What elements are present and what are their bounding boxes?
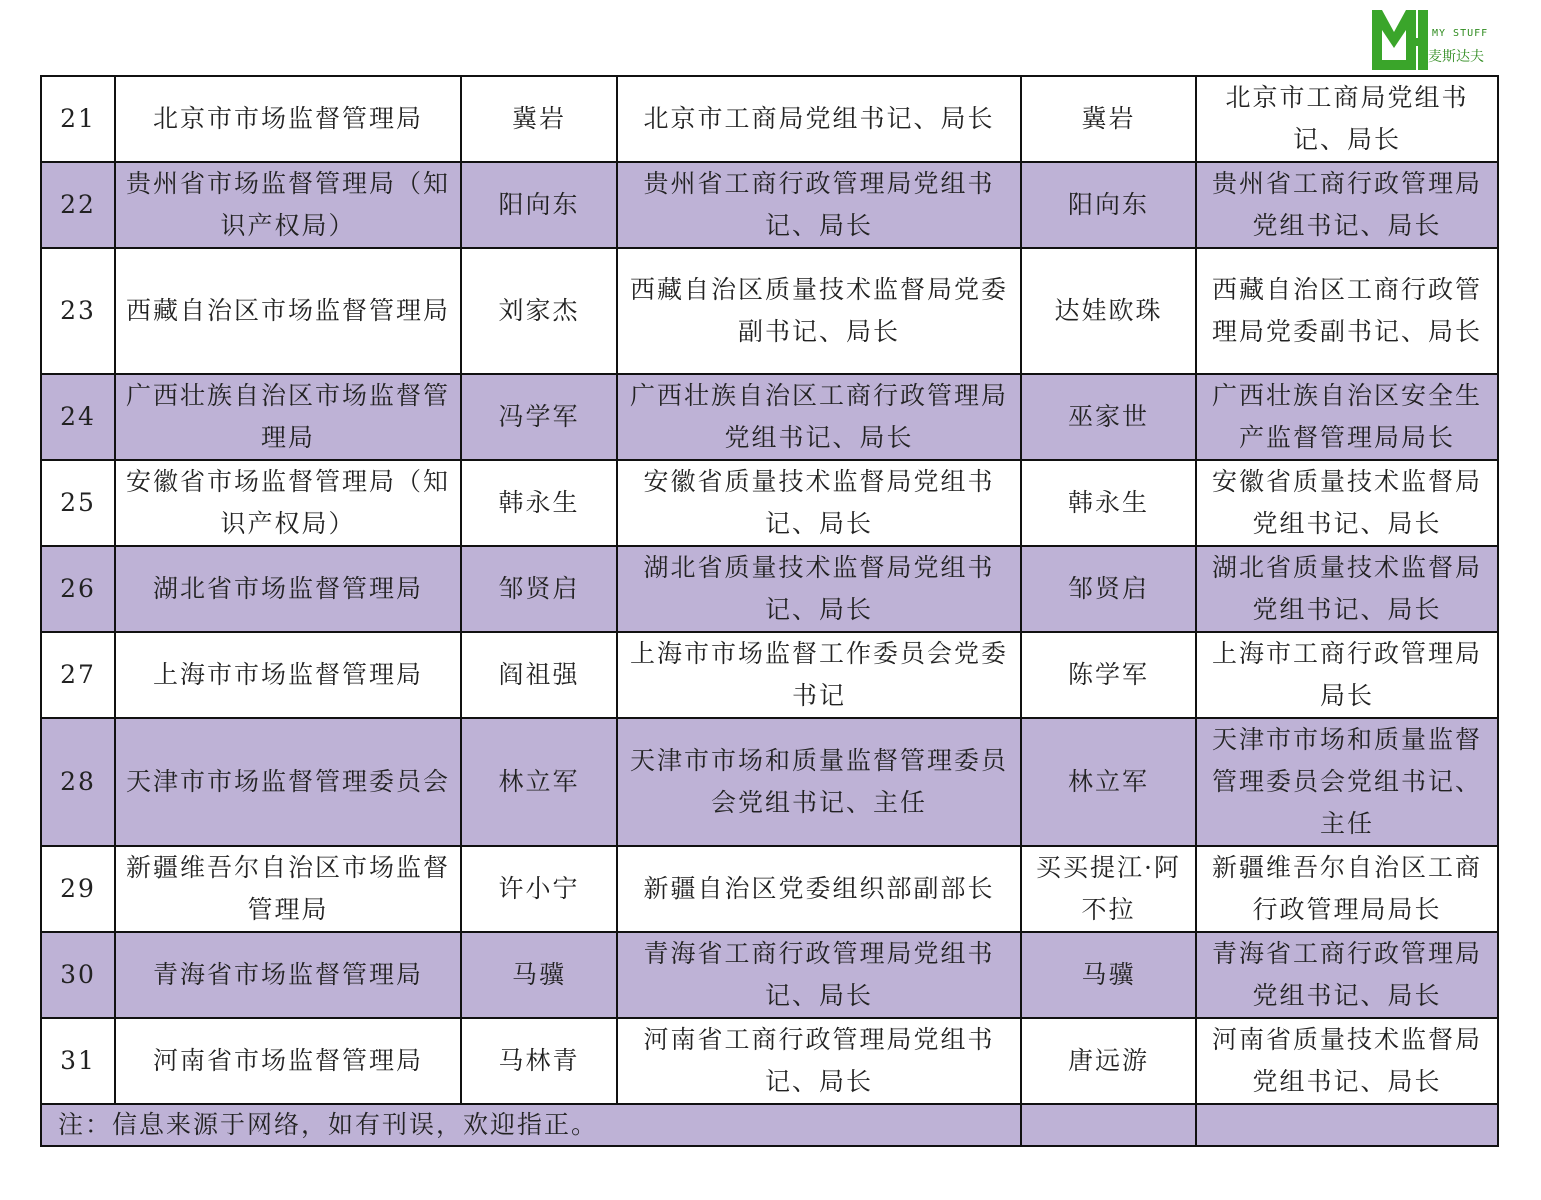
new-head-prev-title: 北京市工商局党组书记、局长 xyxy=(617,76,1021,162)
row-number: 23 xyxy=(41,248,115,374)
new-head-prev-title: 天津市市场和质量监督管理委员会党组书记、主任 xyxy=(617,718,1021,846)
former-head: 巫家世 xyxy=(1021,374,1196,460)
row-number: 28 xyxy=(41,718,115,846)
former-head-title: 西藏自治区工商行政管理局党委副书记、局长 xyxy=(1196,248,1498,374)
former-head-title: 上海市工商行政管理局局长 xyxy=(1196,632,1498,718)
former-head: 冀岩 xyxy=(1021,76,1196,162)
former-head-title: 湖北省质量技术监督局党组书记、局长 xyxy=(1196,546,1498,632)
new-agency: 河南省市场监督管理局 xyxy=(115,1018,461,1104)
new-agency: 广西壮族自治区市场监督管理局 xyxy=(115,374,461,460)
source-note: 注：信息来源于网络，如有刊误，欢迎指正。 xyxy=(41,1104,1021,1146)
new-head: 阎祖强 xyxy=(461,632,617,718)
logo-text-cn: 麦斯达夫 xyxy=(1428,49,1484,65)
new-agency: 湖北省市场监督管理局 xyxy=(115,546,461,632)
new-head-prev-title: 河南省工商行政管理局党组书记、局长 xyxy=(617,1018,1021,1104)
former-head-title: 北京市工商局党组书记、局长 xyxy=(1196,76,1498,162)
former-head-title: 贵州省工商行政管理局党组书记、局长 xyxy=(1196,162,1498,248)
former-head: 韩永生 xyxy=(1021,460,1196,546)
new-agency: 新疆维吾尔自治区市场监督管理局 xyxy=(115,846,461,932)
new-head: 阳向东 xyxy=(461,162,617,248)
new-head: 林立军 xyxy=(461,718,617,846)
new-head-prev-title: 广西壮族自治区工商行政管理局党组书记、局长 xyxy=(617,374,1021,460)
new-head: 冀岩 xyxy=(461,76,617,162)
former-head-title: 天津市市场和质量监督管理委员会党组书记、主任 xyxy=(1196,718,1498,846)
table-row xyxy=(41,162,1498,248)
former-head: 买买提江·阿不拉 xyxy=(1021,846,1196,932)
new-head: 邹贤启 xyxy=(461,546,617,632)
table-row xyxy=(41,1018,1498,1104)
new-head-prev-title: 新疆自治区党委组织部副部长 xyxy=(617,846,1021,932)
table-row xyxy=(41,248,1498,374)
new-agency: 青海省市场监督管理局 xyxy=(115,932,461,1018)
former-head-title: 青海省工商行政管理局党组书记、局长 xyxy=(1196,932,1498,1018)
new-head-prev-title: 青海省工商行政管理局党组书记、局长 xyxy=(617,932,1021,1018)
former-head: 林立军 xyxy=(1021,718,1196,846)
table-row xyxy=(41,932,1498,1018)
new-agency: 安徽省市场监督管理局（知识产权局） xyxy=(115,460,461,546)
former-head-title: 广西壮族自治区安全生产监督管理局局长 xyxy=(1196,374,1498,460)
new-head: 马骥 xyxy=(461,932,617,1018)
officials-table xyxy=(40,75,1499,1147)
new-head: 刘家杰 xyxy=(461,248,617,374)
note-row xyxy=(41,1104,1498,1146)
new-head: 冯学军 xyxy=(461,374,617,460)
former-head: 邹贤启 xyxy=(1021,546,1196,632)
row-number: 25 xyxy=(41,460,115,546)
table-row xyxy=(41,374,1498,460)
table-row xyxy=(41,76,1498,162)
row-number: 30 xyxy=(41,932,115,1018)
former-head: 达娃欧珠 xyxy=(1021,248,1196,374)
new-head: 许小宁 xyxy=(461,846,617,932)
row-number: 21 xyxy=(41,76,115,162)
empty-cell xyxy=(1196,1104,1498,1146)
new-head: 韩永生 xyxy=(461,460,617,546)
former-head-title: 河南省质量技术监督局党组书记、局长 xyxy=(1196,1018,1498,1104)
new-agency: 天津市市场监督管理委员会 xyxy=(115,718,461,846)
row-number: 31 xyxy=(41,1018,115,1104)
row-number: 27 xyxy=(41,632,115,718)
row-number: 29 xyxy=(41,846,115,932)
former-head: 马骥 xyxy=(1021,932,1196,1018)
logo-text-en: MY STUFF xyxy=(1432,28,1489,39)
new-head-prev-title: 湖北省质量技术监督局党组书记、局长 xyxy=(617,546,1021,632)
new-agency: 上海市市场监督管理局 xyxy=(115,632,461,718)
former-head: 阳向东 xyxy=(1021,162,1196,248)
row-number: 24 xyxy=(41,374,115,460)
new-head-prev-title: 西藏自治区质量技术监督局党委副书记、局长 xyxy=(617,248,1021,374)
new-head: 马林青 xyxy=(461,1018,617,1104)
former-head-title: 新疆维吾尔自治区工商行政管理局局长 xyxy=(1196,846,1498,932)
new-agency: 西藏自治区市场监督管理局 xyxy=(115,248,461,374)
row-number: 26 xyxy=(41,546,115,632)
new-head-prev-title: 贵州省工商行政管理局党组书记、局长 xyxy=(617,162,1021,248)
empty-cell xyxy=(1021,1104,1196,1146)
logo xyxy=(1370,8,1500,72)
new-agency: 贵州省市场监督管理局（知识产权局） xyxy=(115,162,461,248)
table-row xyxy=(41,546,1498,632)
table-row xyxy=(41,460,1498,546)
new-head-prev-title: 上海市市场监督工作委员会党委书记 xyxy=(617,632,1021,718)
former-head: 唐远游 xyxy=(1021,1018,1196,1104)
new-head-prev-title: 安徽省质量技术监督局党组书记、局长 xyxy=(617,460,1021,546)
new-agency: 北京市市场监督管理局 xyxy=(115,76,461,162)
table-row xyxy=(41,718,1498,846)
table-row xyxy=(41,846,1498,932)
row-number: 22 xyxy=(41,162,115,248)
former-head-title: 安徽省质量技术监督局党组书记、局长 xyxy=(1196,460,1498,546)
former-head: 陈学军 xyxy=(1021,632,1196,718)
logo-mark-icon xyxy=(1370,8,1430,72)
table-row xyxy=(41,632,1498,718)
